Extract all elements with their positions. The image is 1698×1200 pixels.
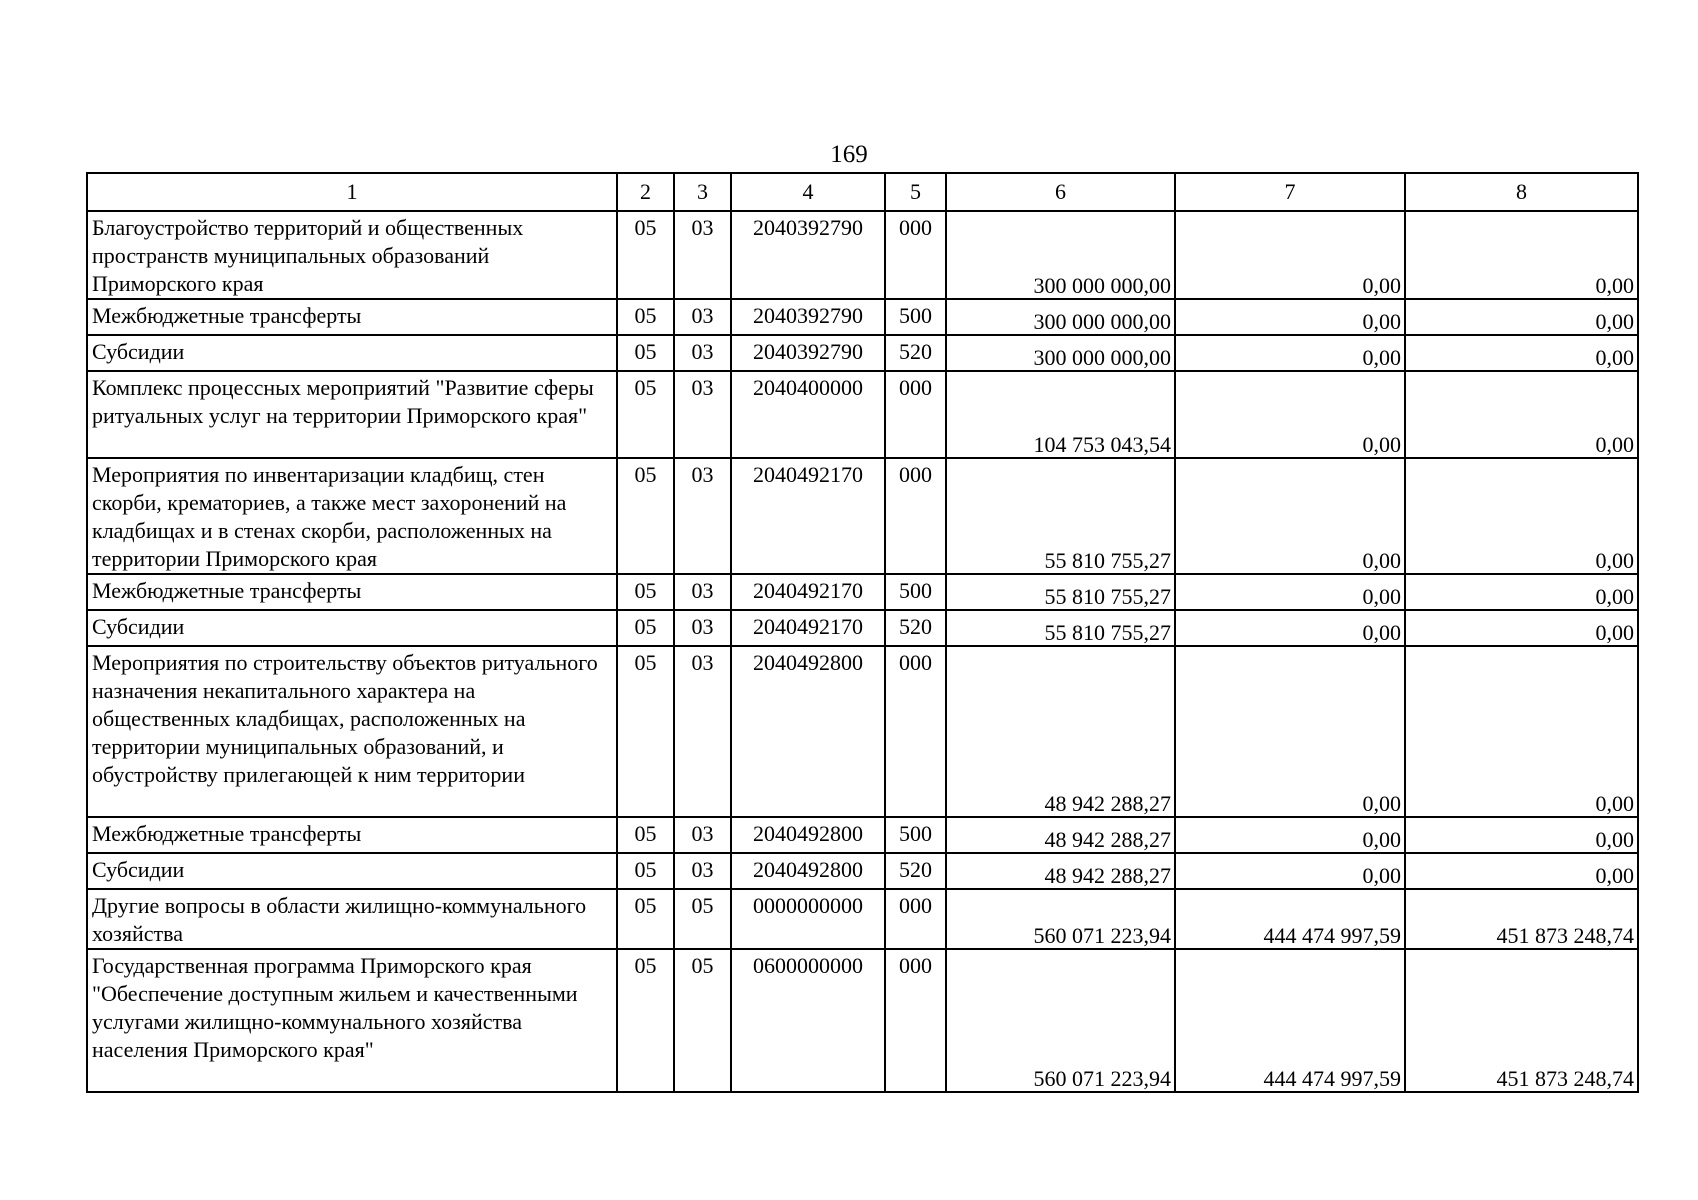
budget-table	[86, 172, 1639, 1093]
row-name-cell: Межбюджетные трансферты	[87, 299, 617, 335]
amount-value: 0,00	[1362, 791, 1401, 816]
row-section-cell: 05	[617, 458, 674, 574]
row-expense-type-cell: 500	[885, 574, 946, 610]
amount-value: 560 071 223,94	[1033, 923, 1171, 948]
amount-value: 55 810 755,27	[1044, 548, 1171, 573]
row-amount-col6-cell	[946, 211, 1175, 299]
row-target-article-cell: 2040492170	[731, 574, 885, 610]
row-subsection-cell: 03	[674, 817, 731, 853]
row-amount-col6-cell	[946, 458, 1175, 574]
row-amount-col8-cell	[1405, 949, 1638, 1092]
amount-value: 0,00	[1362, 548, 1401, 573]
row-amount-col8-cell	[1405, 646, 1638, 817]
row-expense-type-cell: 500	[885, 299, 946, 335]
row-amount-col7-cell	[1175, 299, 1405, 335]
row-target-article-cell: 2040492170	[731, 610, 885, 646]
row-subsection-cell: 03	[674, 335, 731, 371]
table-row	[87, 299, 1638, 335]
row-amount-col8-cell	[1405, 817, 1638, 853]
table-row	[87, 949, 1638, 1092]
amount-value: 444 474 997,59	[1263, 1066, 1401, 1091]
amount-value: 55 810 755,27	[1044, 620, 1171, 645]
amount-value: 0,00	[1362, 345, 1401, 370]
row-target-article-cell: 2040400000	[731, 371, 885, 458]
amount-value: 560 071 223,94	[1033, 1066, 1171, 1091]
row-amount-col7-cell	[1175, 211, 1405, 299]
amount-value: 55 810 755,27	[1044, 584, 1171, 609]
row-section-cell: 05	[617, 574, 674, 610]
row-amount-col8-cell	[1405, 853, 1638, 889]
row-name-cell: Мероприятия по строительству объектов ритуального назначения некапитального характера на общественных кладбищах, расположенных на территории муниципальных образований, и обустройству прилегающей к ним территории	[87, 646, 617, 817]
amount-value: 0,00	[1595, 863, 1634, 888]
row-amount-col7-cell	[1175, 853, 1405, 889]
amount-value: 0,00	[1362, 827, 1401, 852]
row-section-cell: 05	[617, 949, 674, 1092]
row-subsection-cell: 05	[674, 889, 731, 949]
row-expense-type-cell: 520	[885, 335, 946, 371]
table-row	[87, 646, 1638, 817]
row-name-cell: Государственная программа Приморского края "Обеспечение доступным жильем и качественными услугами жилищно-коммунального хозяйства населения Приморского края"	[87, 949, 617, 1092]
table-row	[87, 371, 1638, 458]
header-cell-4: 4	[731, 173, 885, 211]
row-amount-col7-cell	[1175, 889, 1405, 949]
table-row	[87, 335, 1638, 371]
table-row	[87, 889, 1638, 949]
header-cell-7: 7	[1175, 173, 1405, 211]
amount-value: 0,00	[1362, 863, 1401, 888]
row-target-article-cell: 2040492170	[731, 458, 885, 574]
amount-value: 0,00	[1595, 432, 1634, 457]
row-target-article-cell: 2040492800	[731, 853, 885, 889]
row-name-cell: Мероприятия по инвентаризации кладбищ, стен скорби, крематориев, а также мест захоронений на кладбищах и в стенах скорби, расположенных на территории Приморского края	[87, 458, 617, 574]
row-name-cell: Субсидии	[87, 610, 617, 646]
row-section-cell: 05	[617, 335, 674, 371]
row-amount-col6-cell	[946, 646, 1175, 817]
row-section-cell: 05	[617, 817, 674, 853]
row-amount-col6-cell	[946, 853, 1175, 889]
row-section-cell: 05	[617, 211, 674, 299]
row-amount-col6-cell	[946, 335, 1175, 371]
amount-value: 0,00	[1362, 432, 1401, 457]
row-amount-col7-cell	[1175, 817, 1405, 853]
table-row	[87, 211, 1638, 299]
row-name-cell: Другие вопросы в области жилищно-коммунального хозяйства	[87, 889, 617, 949]
row-subsection-cell: 03	[674, 299, 731, 335]
header-cell-5: 5	[885, 173, 946, 211]
header-cell-1: 1	[87, 173, 617, 211]
amount-value: 0,00	[1595, 827, 1634, 852]
amount-value: 48 942 288,27	[1044, 791, 1171, 816]
amount-value: 0,00	[1595, 548, 1634, 573]
amount-value: 0,00	[1595, 620, 1634, 645]
amount-value: 300 000 000,00	[1033, 309, 1171, 334]
row-amount-col7-cell	[1175, 371, 1405, 458]
row-name-cell: Субсидии	[87, 853, 617, 889]
amount-value: 451 873 248,74	[1496, 1066, 1634, 1091]
row-expense-type-cell: 000	[885, 211, 946, 299]
row-amount-col8-cell	[1405, 458, 1638, 574]
row-subsection-cell: 03	[674, 574, 731, 610]
row-target-article-cell: 0000000000	[731, 889, 885, 949]
row-amount-col7-cell	[1175, 335, 1405, 371]
row-expense-type-cell: 000	[885, 889, 946, 949]
amount-value: 300 000 000,00	[1033, 273, 1171, 298]
row-name-cell: Благоустройство территорий и общественных пространств муниципальных образований Приморского края	[87, 211, 617, 299]
row-section-cell: 05	[617, 646, 674, 817]
header-row	[87, 173, 1638, 211]
header-cell-2: 2	[617, 173, 674, 211]
row-subsection-cell: 03	[674, 853, 731, 889]
amount-value: 0,00	[1362, 584, 1401, 609]
row-amount-col8-cell	[1405, 889, 1638, 949]
row-amount-col6-cell	[946, 299, 1175, 335]
row-subsection-cell: 03	[674, 371, 731, 458]
row-amount-col6-cell	[946, 371, 1175, 458]
row-amount-col6-cell	[946, 889, 1175, 949]
row-amount-col7-cell	[1175, 610, 1405, 646]
row-subsection-cell: 03	[674, 211, 731, 299]
row-amount-col7-cell	[1175, 646, 1405, 817]
row-subsection-cell: 03	[674, 646, 731, 817]
row-name-cell: Комплекс процессных мероприятий "Развитие сферы ритуальных услуг на территории Приморского края"	[87, 371, 617, 458]
row-amount-col7-cell	[1175, 574, 1405, 610]
row-section-cell: 05	[617, 889, 674, 949]
header-cell-6: 6	[946, 173, 1175, 211]
row-amount-col6-cell	[946, 817, 1175, 853]
row-amount-col7-cell	[1175, 949, 1405, 1092]
row-expense-type-cell: 000	[885, 371, 946, 458]
row-expense-type-cell: 520	[885, 853, 946, 889]
row-amount-col6-cell	[946, 610, 1175, 646]
row-name-cell: Межбюджетные трансферты	[87, 574, 617, 610]
row-section-cell: 05	[617, 610, 674, 646]
row-subsection-cell: 03	[674, 610, 731, 646]
amount-value: 444 474 997,59	[1263, 923, 1401, 948]
row-section-cell: 05	[617, 299, 674, 335]
amount-value: 0,00	[1362, 273, 1401, 298]
row-amount-col8-cell	[1405, 211, 1638, 299]
row-amount-col8-cell	[1405, 610, 1638, 646]
row-amount-col8-cell	[1405, 299, 1638, 335]
row-section-cell: 05	[617, 853, 674, 889]
row-subsection-cell: 03	[674, 458, 731, 574]
row-amount-col6-cell	[946, 949, 1175, 1092]
row-target-article-cell: 2040392790	[731, 211, 885, 299]
header-cell-3: 3	[674, 173, 731, 211]
amount-value: 0,00	[1595, 309, 1634, 334]
row-expense-type-cell: 000	[885, 949, 946, 1092]
table-row	[87, 817, 1638, 853]
amount-value: 0,00	[1362, 620, 1401, 645]
row-target-article-cell: 2040392790	[731, 335, 885, 371]
amount-value: 0,00	[1595, 345, 1634, 370]
row-amount-col6-cell	[946, 574, 1175, 610]
amount-value: 451 873 248,74	[1496, 923, 1634, 948]
amount-value: 0,00	[1595, 791, 1634, 816]
amount-value: 48 942 288,27	[1044, 827, 1171, 852]
table-row	[87, 574, 1638, 610]
amount-value: 0,00	[1595, 584, 1634, 609]
amount-value: 0,00	[1362, 309, 1401, 334]
row-amount-col8-cell	[1405, 371, 1638, 458]
amount-value: 48 942 288,27	[1044, 863, 1171, 888]
row-expense-type-cell: 000	[885, 458, 946, 574]
row-name-cell: Субсидии	[87, 335, 617, 371]
table-row	[87, 458, 1638, 574]
row-expense-type-cell: 500	[885, 817, 946, 853]
row-amount-col8-cell	[1405, 574, 1638, 610]
row-target-article-cell: 2040392790	[731, 299, 885, 335]
table-row	[87, 853, 1638, 889]
row-subsection-cell: 05	[674, 949, 731, 1092]
amount-value: 104 753 043,54	[1033, 432, 1171, 457]
row-amount-col8-cell	[1405, 335, 1638, 371]
row-section-cell: 05	[617, 371, 674, 458]
row-target-article-cell: 0600000000	[731, 949, 885, 1092]
amount-value: 300 000 000,00	[1033, 345, 1171, 370]
table-row	[87, 610, 1638, 646]
row-name-cell: Межбюджетные трансферты	[87, 817, 617, 853]
page-number: 169	[830, 141, 868, 168]
row-target-article-cell: 2040492800	[731, 817, 885, 853]
header-cell-8: 8	[1405, 173, 1638, 211]
row-target-article-cell: 2040492800	[731, 646, 885, 817]
row-expense-type-cell: 000	[885, 646, 946, 817]
row-amount-col7-cell	[1175, 458, 1405, 574]
row-expense-type-cell: 520	[885, 610, 946, 646]
amount-value: 0,00	[1595, 273, 1634, 298]
